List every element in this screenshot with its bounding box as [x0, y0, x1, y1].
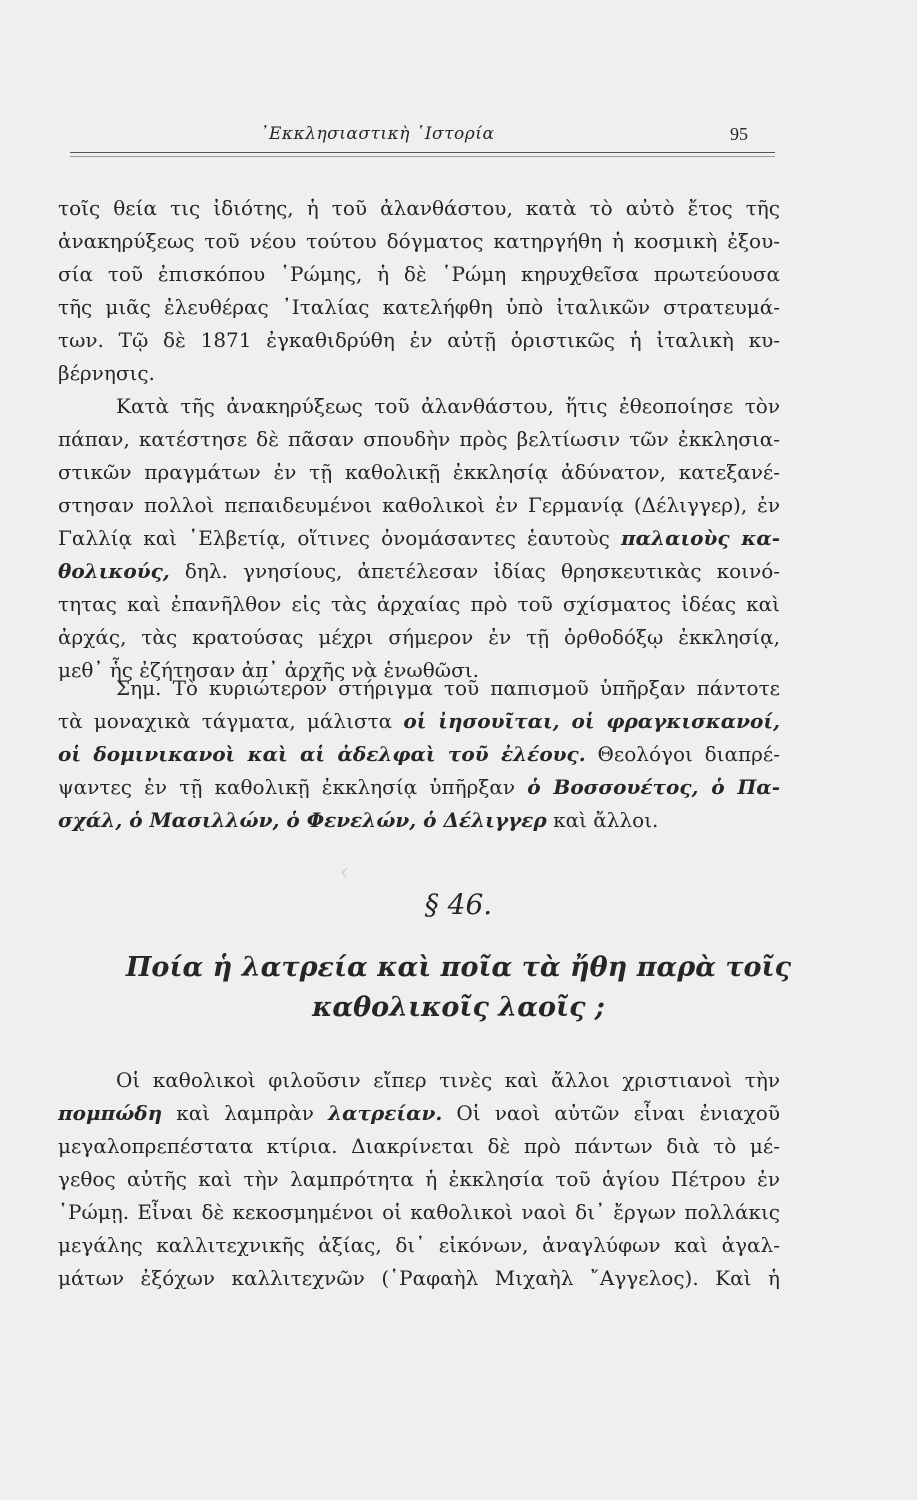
text-line: ἀνακηρύξεως τοῦ νέου τούτου δόγματος κατηργήθη ἡ κοσμικὴ ἐξου-	[58, 229, 780, 253]
text-run: ψαντες ἐν τῇ καθολικῇ ἐκκλησίᾳ ὑπῆρξαν	[58, 775, 516, 799]
section-number: § 46.	[424, 888, 493, 921]
text-line: σία τοῦ ἐπισκόπου ῾Ρώμης, ἡ δὲ ῾Ρώμη κηρυχθεῖσα πρωτεύουσα	[58, 262, 780, 286]
text-line	[58, 705, 780, 738]
text-line: τοῖς θεία τις ἰδιότης, ἡ τοῦ ἀλανθάστου, κατὰ τὸ αὐτὸ ἔτος τῆς	[58, 196, 780, 220]
text-line: στησαν πολλοὶ πεπαιδευμένοι καθολικοὶ ἐν Γερμανίᾳ (Δέλιγγερ), ἐν	[58, 493, 780, 517]
emphasis-term: σχάλ, ὁ Μασιλλών, ὁ Φενελών, ὁ Δέλιγγερ	[58, 808, 547, 832]
emphasis-term: οἱ δομινικανοὶ καὶ αἱ ἀδελφαὶ τοῦ ἐλέους.	[58, 742, 586, 766]
text-line: μεγάλης καλλιτεχνικῆς ἀξίας, δι᾽ εἰκόνων, ἀναγλύφων καὶ ἀγαλ-	[58, 1233, 780, 1257]
text-run: καὶ ἄλλοι.	[553, 808, 659, 832]
text-line: μάτων ἐξόχων καλλιτεχνῶν (῾Ραφαὴλ Μιχαὴλ ῎Αγγελος). Καὶ ἡ	[58, 1266, 780, 1290]
text-line: ῾Ρώμῃ. Εἶναι δὲ κεκοσμημένοι οἱ καθολικοὶ ναοὶ δι᾽ ἔργων πολλάκις	[58, 1200, 780, 1224]
text-run: καὶ λαμπρὰν	[176, 1101, 314, 1125]
text-line	[58, 738, 780, 771]
emphasis-term: οἱ ἰησουῖται, οἱ φραγκισκανοί,	[403, 709, 780, 733]
text-run: τὰ μοναχικὰ τάγματα, μάλιστα	[58, 709, 393, 733]
text-run: Θεολόγοι διαπρέ-	[597, 742, 781, 766]
page-number: 95	[730, 124, 748, 144]
note-paragraph	[58, 672, 780, 837]
text-line: στικῶν πραγμάτων ἐν τῇ καθολικῇ ἐκκλησίᾳ ἀδύνατον, κατεξανέ-	[58, 460, 780, 484]
text-line	[58, 771, 780, 804]
text-run: Οἱ ναοὶ αὐτῶν εἶναι ἐνιαχοῦ	[456, 1101, 781, 1125]
text-line	[58, 1097, 780, 1130]
section-title-line: καθολικοῖς λαοῖς ;	[312, 992, 605, 1023]
emphasis-term: θολικούς,	[58, 559, 170, 583]
paragraph-3	[58, 1064, 780, 1295]
text-line: μεγαλοπρεπέστατα κτίρια. Διακρίνεται δὲ πρὸ πάντων διὰ τὸ μέ-	[58, 1134, 780, 1158]
text-line: Σημ. Τὸ κυριώτερον στήριγμα τοῦ παπισμοῦ ὑπῆρξαν πάντοτε	[116, 676, 780, 700]
paragraph-2	[58, 390, 780, 687]
text-line: τητας καὶ ἐπανῆλθον εἰς τὰς ἀρχαίας πρὸ τοῦ σχίσματος ἰδέας καὶ	[58, 592, 780, 616]
text-line: βέρνησις.	[58, 361, 155, 385]
text-run: δηλ. γνησίους, ἀπετέλεσαν ἰδίας θρησκευτικὰς κοινό-	[184, 559, 780, 583]
emphasis-term: ὁ Βοσσουέτος, ὁ Πα-	[527, 775, 780, 799]
text-line	[58, 555, 780, 588]
running-title: ᾽Εκκλησιαστικὴ ῾Ιστορία	[260, 124, 495, 144]
text-line: πάπαν, κατέστησε δὲ πᾶσαν σπουδὴν πρὸς βελτίωσιν τῶν ἐκκλησια-	[58, 427, 780, 451]
emphasis-term: πομπώδη	[58, 1101, 163, 1125]
header-rule-secondary	[70, 156, 775, 157]
text-line: τῆς μιᾶς ἐλευθέρας ᾽Ιταλίας κατελήφθη ὑπὸ ἰταλικῶν στρατευμά-	[58, 295, 780, 319]
emphasis-term: παλαιοὺς κα-	[621, 526, 781, 550]
text-line: γεθος αὐτῆς καὶ τὴν λαμπρότητα ἡ ἐκκλησία τοῦ ἁγίου Πέτρου ἐν	[58, 1167, 780, 1191]
paragraph-1	[58, 192, 780, 390]
text-line: Οἱ καθολικοὶ φιλοῦσιν εἴπερ τινὲς καὶ ἄλλοι χριστιανοὶ τὴν	[116, 1068, 780, 1092]
bleed-through-mark: ‹	[340, 860, 349, 885]
text-run: Γαλλίᾳ καὶ ῾Ελβετίᾳ, οἵτινες ὀνομάσαντες ἑαυτοὺς	[58, 526, 610, 550]
header-rule	[70, 152, 775, 153]
text-line	[58, 804, 780, 837]
text-line: ἀρχάς, τὰς κρατούσας μέχρι σήμερον ἐν τῇ ὀρθοδόξῳ ἐκκλησίᾳ,	[58, 625, 780, 649]
section-title-line: Ποία ἡ λατρεία καὶ ποῖα τὰ ἤθη παρὰ τοῖς	[125, 952, 792, 983]
text-line: Κατὰ τῆς ἀνακηρύξεως τοῦ ἀλανθάστου, ἥτις ἐθεοποίησε τὸν	[116, 394, 780, 418]
text-line: μεθ᾽ ἧς ἐζήτησαν ἀπ᾽ ἀρχῆς νὰ ἑνωθῶσι.	[58, 658, 479, 682]
text-line: των. Τῷ δὲ 1871 ἐγκαθιδρύθη ἐν αὐτῇ ὁριστικῶς ἡ ἰταλικὴ κυ-	[58, 328, 780, 352]
emphasis-term: λατρείαν.	[328, 1101, 443, 1125]
text-line	[58, 522, 780, 555]
